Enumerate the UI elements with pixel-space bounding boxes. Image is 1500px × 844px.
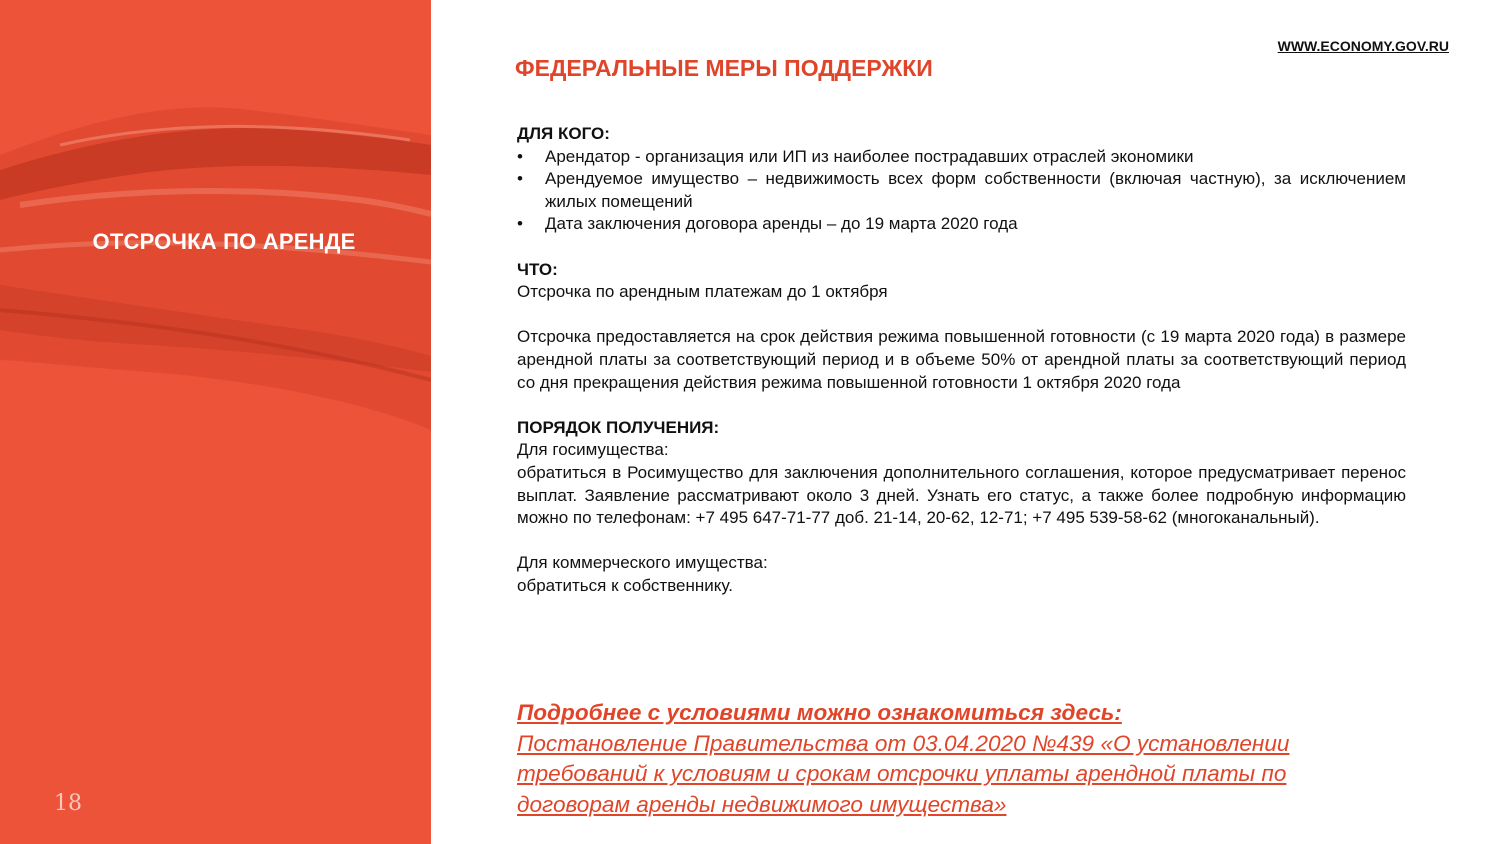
regulation-link[interactable] (517, 698, 1397, 820)
for-whom-heading: ДЛЯ КОГО: (517, 124, 610, 143)
main-content (517, 123, 1406, 597)
commercial-property-label: Для коммерческого имущества: (517, 553, 768, 573)
what-heading: ЧТО: (517, 259, 558, 279)
list-item: • Дата заключения договора аренды – до 19 марта 2020 года (517, 213, 1406, 236)
left-panel (0, 0, 431, 844)
regulation-link-line[interactable]: Постановление Правительства от 03.04.2020 №439 «О установлении (517, 730, 1290, 756)
list-item: • Арендатор - организация или ИП из наиболее пострадавших отраслей экономики (517, 146, 1406, 169)
eligibility-list (517, 146, 1406, 236)
what-details: Отсрочка предоставляется на срок действия режима повышенной готовности (с 19 марта 2020 года) в размере арендной платы за соответствующий период и в объеме 50% от арендной платы за соответствующий период со дня прекращения действия режима повышенной готовности 1 октября 2020 года (517, 327, 1406, 392)
slide-header-title: ФЕДЕРАЛЬНЫЕ МЕРЫ ПОДДЕРЖКИ (515, 55, 933, 81)
what-text: Отсрочка по арендным платежам до 1 октября (517, 282, 888, 302)
state-property-text: обратиться в Росимущество для заключения дополнительного соглашения, которое предусматривает перенос выплат. Заявление рассматривают около 3 дней. Узнать его статус, а также более подробную информацию можно по телефонам: +7 495 647-71-77 доб. 21-14, 20-62, 12-71; +7 495 539-58-62 (многоканальный). (517, 462, 1406, 528)
site-url-link[interactable]: WWW.ECONOMY.GOV.RU (1277, 38, 1449, 54)
section-title: ОТСРОЧКА ПО АРЕНДЕ (92, 229, 356, 254)
state-property-label: Для госимущества: (517, 440, 669, 460)
regulation-link-line[interactable]: договорам аренды недвижимого имущества» (517, 791, 1007, 817)
list-item: • Арендуемое имущество – недвижимость всех форм собственности (включая частную), за исключением жилых помещений (517, 168, 1406, 213)
commercial-property-text: обратиться к собственнику. (517, 575, 733, 595)
paint-stroke-texture (0, 0, 431, 844)
regulation-link-line[interactable]: требований к условиям и срокам отсрочки уплаты арендной платы по (517, 761, 1287, 786)
regulation-link-lead[interactable]: Подробнее с условиями можно ознакомиться здесь: (517, 700, 1122, 725)
procedure-heading: ПОРЯДОК ПОЛУЧЕНИЯ: (517, 417, 720, 437)
page-number: 18 (54, 791, 82, 816)
